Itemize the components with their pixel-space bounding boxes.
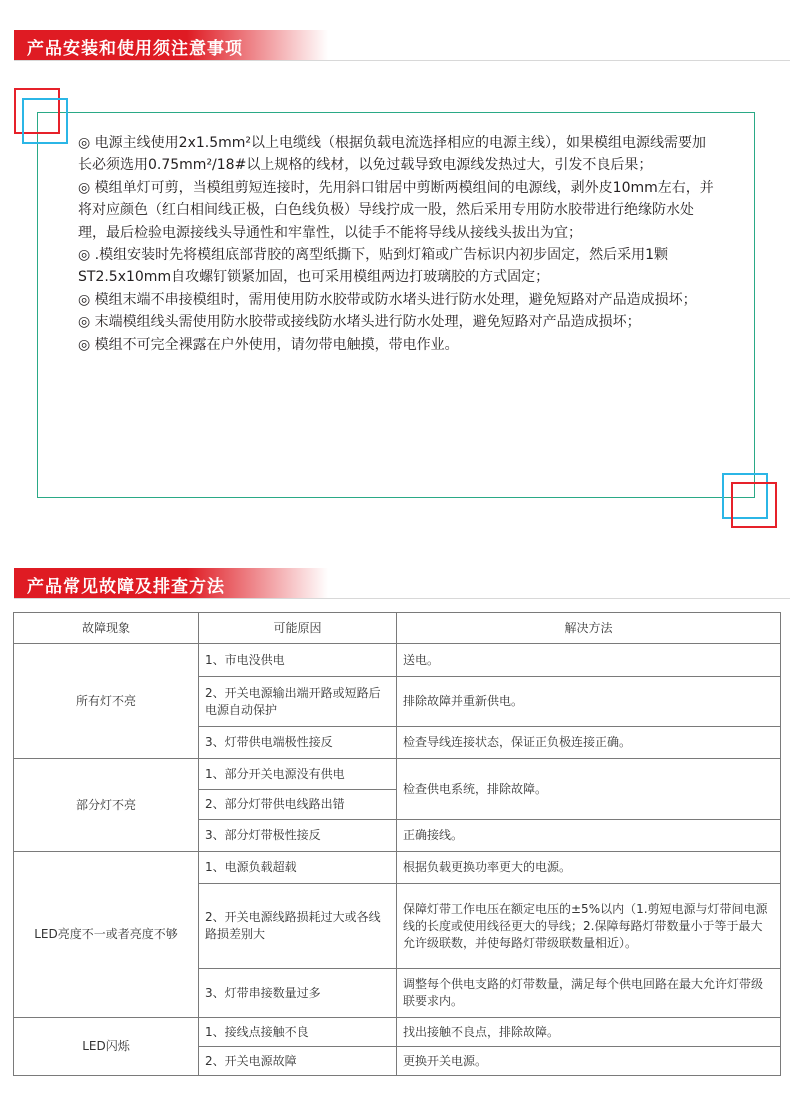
table-row <box>14 1018 781 1047</box>
symptom-cell: LED亮度不一或者亮度不够 <box>14 852 199 1018</box>
troubleshooting-table <box>13 612 781 1076</box>
section-divider <box>14 60 790 61</box>
solution-cell: 根据负载更换功率更大的电源。 <box>397 852 781 884</box>
solution-cell: 调整每个供电支路的灯带数量，满足每个供电回路在最大允许灯带级联要求内。 <box>397 969 781 1018</box>
note-item: ◎ 模组末端不串接模组时，需用使用防水胶带或防水堵头进行防水处理，避免短路对产品造成损坏； <box>78 291 697 308</box>
table-header-row <box>14 613 781 644</box>
table-row <box>14 852 781 884</box>
symptom-cell: 所有灯不亮 <box>14 644 199 759</box>
note-item: ◎ 电源主线使用2x1.5mm²以上电缆线（根据负载电流选择相应的电源主线），如果模组电源线需要加长必须选用0.75mm²/18#以上规格的线材，以免过载导致电源线发热过大，引发不良后果； <box>78 135 707 174</box>
cause-cell: 2、开关电源输出端开路或短路后电源自动保护 <box>199 677 397 727</box>
cause-cell: 1、市电没供电 <box>199 644 397 677</box>
solution-cell: 保障灯带工作电压在额定电压的±5%以内（1.剪短电源与灯带间电源线的长度或使用线径更大的导线；2.保障每路灯带数量小于等于最大允许级联数，并使每路灯带级联数量相近）。 <box>397 884 781 969</box>
header-solution: 解决方法 <box>397 613 781 644</box>
solution-cell: 正确接线。 <box>397 820 781 852</box>
cause-cell: 2、开关电源线路损耗过大或各线路损差别大 <box>199 884 397 969</box>
installation-notes <box>78 132 718 356</box>
cause-cell: 1、接线点接触不良 <box>199 1018 397 1047</box>
header-cause: 可能原因 <box>199 613 397 644</box>
solution-cell: 送电。 <box>397 644 781 677</box>
solution-cell: 找出接触不良点，排除故障。 <box>397 1018 781 1047</box>
solution-cell: 排除故障并重新供电。 <box>397 677 781 727</box>
cause-cell: 3、灯带串接数量过多 <box>199 969 397 1018</box>
cause-cell: 3、灯带供电端极性接反 <box>199 727 397 759</box>
cause-cell: 2、部分灯带供电线路出错 <box>199 790 397 820</box>
section-title: 产品常见故障及排查方法 <box>27 577 225 597</box>
header-symptom: 故障现象 <box>14 613 199 644</box>
note-item: ◎ .模组安装时先将模组底部背胶的离型纸撕下，贴到灯箱或广告标识内初步固定，然后采用1颗ST2.5x10mm自攻螺钉锁紧加固，也可采用模组两边打玻璃胶的方式固定； <box>78 247 669 286</box>
solution-cell: 检查供电系统，排除故障。 <box>397 759 781 820</box>
cause-cell: 2、开关电源故障 <box>199 1047 397 1076</box>
symptom-cell: LED闪烁 <box>14 1018 199 1076</box>
table-row <box>14 759 781 790</box>
solution-cell: 检查导线连接状态，保证正负极连接正确。 <box>397 727 781 759</box>
section-header-installation <box>14 30 328 60</box>
note-item: ◎ 模组单灯可剪，当模组剪短连接时，先用斜口钳居中剪断两模组间的电源线，剥外皮10mm左右，并将对应颜色（红白相间线正极，白色线负极）导线拧成一股，然后采用专用防水胶带进行绝缘防水处理，最后检验电源接线头导通性和牢靠性，以徒手不能将导线从接线头拔出为宜； <box>78 179 714 241</box>
table-row <box>14 644 781 677</box>
solution-cell: 更换开关电源。 <box>397 1047 781 1076</box>
corner-square-cyan-top <box>22 98 68 144</box>
section-divider <box>14 598 790 599</box>
note-item: ◎ 末端模组线头需使用防水胶带或接线防水堵头进行防水处理，避免短路对产品造成损坏； <box>78 314 641 331</box>
corner-square-red-bottom <box>731 482 777 528</box>
note-item: ◎ 模组不可完全裸露在户外使用，请勿带电触摸，带电作业。 <box>78 336 459 353</box>
cause-cell: 1、部分开关电源没有供电 <box>199 759 397 790</box>
cause-cell: 1、电源负载超载 <box>199 852 397 884</box>
cause-cell: 3、部分灯带极性接反 <box>199 820 397 852</box>
section-header-troubleshooting <box>14 568 328 598</box>
symptom-cell: 部分灯不亮 <box>14 759 199 852</box>
section-title: 产品安装和使用须注意事项 <box>27 39 243 59</box>
